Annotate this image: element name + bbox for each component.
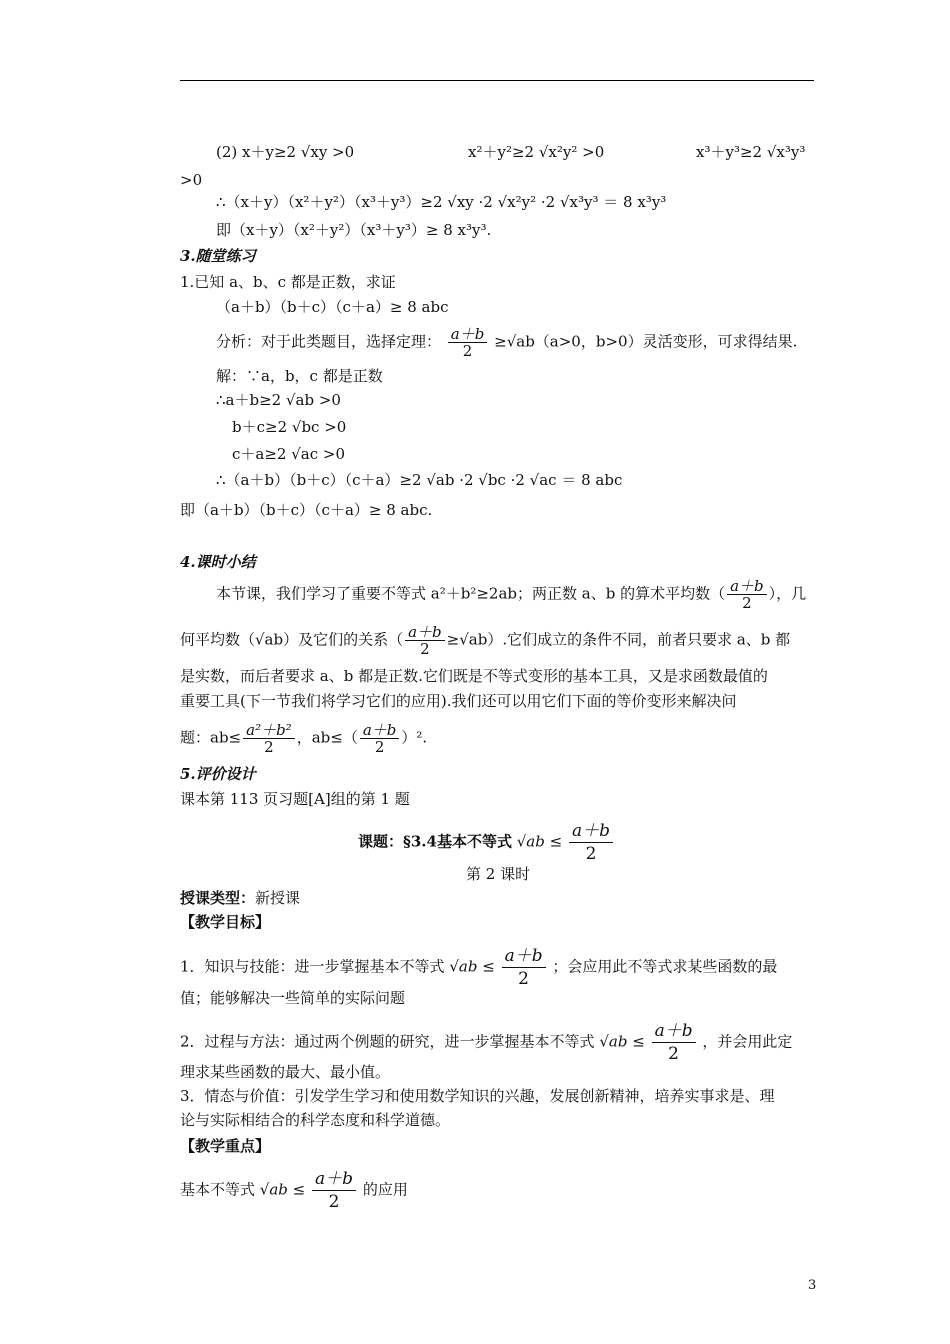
lesson-type: 授课类型：新授课 (180, 889, 301, 907)
fraction: $\frac{a+b}{2}$ (727, 578, 767, 611)
practice-8: ∴（a＋b）（b＋c）（c＋a）≥2 √ab ·2 √bc ·2 √ac ＝ 8 abc (216, 471, 623, 489)
practice-7: c＋a≥2 √ac >0 (232, 445, 346, 463)
summary-line-2: 何平均数（√ab）及它们的关系（ $\frac{a+b}{2}$ ≥√ab）.它们成立的条件不同，前者只要求 a、b 都 (180, 623, 791, 658)
goal-3: 3．情态与价值：引发学生学习和使用数学知识的兴趣，发展创新精神，培养实事求是、理 (180, 1087, 775, 1105)
summary-line-1: 本节课，我们学习了重要不等式 a²＋b²≥2ab；两正数 a、b 的算术平均数（ $\frac{a+b}{2}$ ），几 (216, 577, 807, 612)
fraction: $\frac{a+b}{2}$ (312, 1168, 356, 1213)
goal-2: 2．过程与方法：通过两个例题的研究，进一步掌握基本不等式 √ab ≤ $\frac{a+b}{2}$ ，并会用此定 (180, 1021, 793, 1064)
topic-title-text: 课题：§3.4基本不等式 (358, 832, 512, 851)
topic-title: 课题：§3.4基本不等式 √ab ≤ $\frac{a+b}{2}$ (358, 820, 615, 865)
goal-2-cont: 理求某些函数的最大、最小值。 (180, 1063, 391, 1081)
section-objectives: 【教学目标】 (180, 913, 271, 931)
header-rule (180, 80, 814, 81)
practice-6: b＋c≥2 √bc >0 (232, 418, 347, 436)
practice-4: 解：∵a，b，c 都是正数 (216, 367, 383, 385)
heading-3: 3.随堂练习 (180, 247, 256, 265)
heading-5: 5.评价设计 (180, 765, 256, 783)
fraction: $\frac{a+b}{2}$ (360, 722, 400, 755)
practice-9: 即（a＋b）（b＋c）（c＋a）≥ 8 abc. (180, 501, 433, 519)
line-2: ∴（x＋y）（x²＋y²）（x³＋y³）≥2 √xy ·2 √x²y² ·2 √x³y³ ＝ 8 x³y³ (216, 193, 667, 211)
section-key-points: 【教学重点】 (180, 1137, 271, 1155)
line-1b: x²＋y²≥2 √x²y² >0 (468, 143, 605, 161)
fraction: $\frac{a+b}{2}$ (502, 945, 546, 990)
goal-1: 1．知识与技能：进一步掌握基本不等式 √ab ≤ $\frac{a+b}{2}$ ；会应用此不等式求某些函数的最 (180, 946, 778, 989)
analysis-text: 分析：对于此类题目，选择定理： (216, 332, 442, 351)
goal-1-cont: 值；能够解决一些简单的实际问题 (180, 989, 406, 1007)
line-3: 即（x＋y）（x²＋y²）（x³＋y³）≥ 8 x³y³. (216, 221, 492, 239)
goal-3-cont: 论与实际相结合的科学态度和科学道德。 (180, 1111, 451, 1129)
practice-3 (216, 326, 797, 359)
summary-line-5: 题：ab≤ $\frac{\text{a²＋b²}}{2}$ ，ab≤（ $\frac{a+b}{2}$ ）². (180, 721, 428, 756)
line-1d: >0 (180, 171, 203, 189)
summary-line-4: 重要工具(下一节我们将学习它们的应用).我们还可以用它们下面的等价变形来解决问 (180, 692, 737, 710)
line-1a: (2) x＋y≥2 √xy >0 (216, 143, 355, 161)
page-number: 3 (808, 1278, 817, 1293)
evaluation-line: 课本第 113 页习题[A]组的第 1 题 (180, 790, 410, 808)
fraction: $\frac{a+b}{2}$ (569, 820, 613, 865)
practice-2: （a＋b）（b＋c）（c＋a）≥ 8 abc (216, 298, 449, 316)
fraction: $\frac{a+b}{2}$ (652, 1020, 696, 1065)
fraction: $\frac{a+b}{2}$ (448, 326, 488, 359)
fraction: $\frac{\text{a²＋b²}}{2}$ (243, 722, 295, 755)
key-point-1: 基本不等式 √ab ≤ $\frac{a+b}{2}$ 的应用 (180, 1169, 408, 1212)
heading-4: 4.课时小结 (180, 553, 256, 571)
fraction: $\frac{a+b}{2}$ (405, 624, 445, 657)
summary-line-3: 是实数，而后者要求 a、b 都是正数.它们既是不等式变形的基本工具，又是求函数最值的 (180, 667, 768, 685)
practice-5: ∴a＋b≥2 √ab >0 (216, 391, 341, 409)
lesson-number: 第 2 课时 (466, 865, 531, 883)
practice-1: 1.已知 a、b、c 都是正数，求证 (180, 273, 396, 291)
analysis-text-end: ≥√ab（a>0，b>0）灵活变形，可求得结果. (494, 332, 798, 351)
line-1c: x³＋y³≥2 √x³y³ (696, 143, 806, 161)
